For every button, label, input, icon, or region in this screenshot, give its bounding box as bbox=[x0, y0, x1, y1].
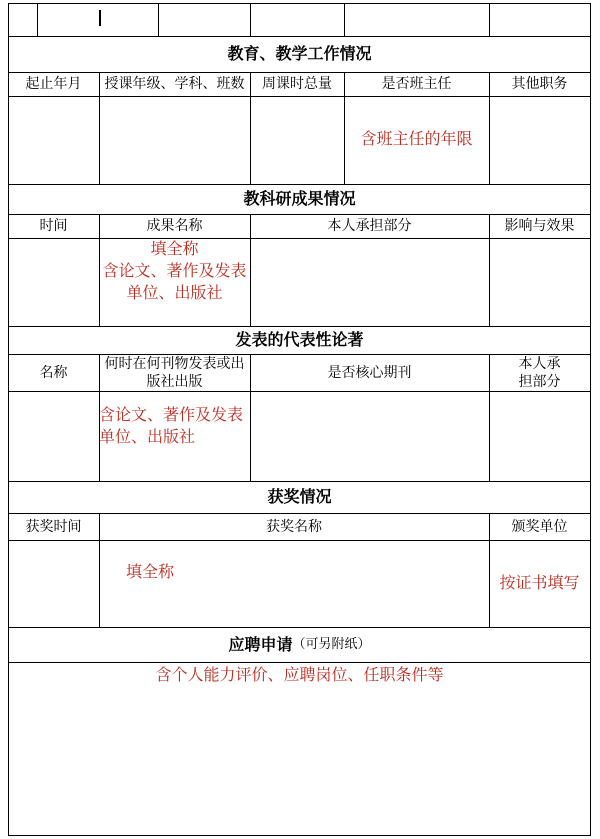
rule bbox=[8, 835, 591, 836]
application-note: 含个人能力评价、应聘岗位、任职条件等 bbox=[155, 665, 444, 684]
header-head-teacher: 是否班主任 bbox=[381, 76, 452, 92]
application-section-title bbox=[8, 627, 591, 662]
teaching-section-title: 教育、教学工作情况 bbox=[227, 44, 372, 63]
rule bbox=[8, 3, 591, 4]
rule bbox=[8, 3, 9, 836]
application-title: 应聘申请 bbox=[228, 634, 293, 654]
publication-note: 含论文、著作及发表 单位、出版社 bbox=[99, 405, 244, 446]
header-core-journal: 是否核心期刊 bbox=[327, 364, 412, 381]
research-section-title: 教科研成果情况 bbox=[243, 189, 356, 208]
header-when-where-published: 何时在何刊物发表或出版社出版 bbox=[104, 355, 245, 390]
header-achievement-name: 成果名称 bbox=[146, 218, 203, 234]
rule bbox=[8, 96, 591, 97]
header-own-part: 本人承担部分 bbox=[518, 355, 561, 390]
rule bbox=[344, 3, 345, 36]
header-name: 名称 bbox=[39, 364, 68, 381]
award-unit-note: 按证书填写 bbox=[499, 573, 580, 592]
publications-section-title: 发表的代表性论著 bbox=[235, 330, 364, 349]
header-time: 时间 bbox=[39, 218, 68, 234]
award-name-note: 填全称 bbox=[125, 562, 174, 581]
rule bbox=[250, 3, 251, 36]
header-award-unit: 颁奖单位 bbox=[511, 518, 568, 535]
head-teacher-note: 含班主任的年限 bbox=[360, 129, 473, 148]
header-award-time: 获奖时间 bbox=[25, 518, 82, 535]
application-title-note: （可另附纸） bbox=[292, 636, 371, 652]
rule bbox=[489, 3, 490, 36]
rule bbox=[8, 238, 591, 239]
rule bbox=[37, 3, 38, 36]
header-period: 起止年月 bbox=[25, 76, 82, 92]
rule bbox=[8, 540, 591, 541]
header-own-part: 本人承担部分 bbox=[327, 218, 412, 234]
rule bbox=[8, 391, 591, 392]
header-grade-subject-classes: 授课年级、学科、班数 bbox=[104, 76, 245, 92]
header-impact: 影响与效果 bbox=[504, 218, 575, 234]
header-other-positions: 其他职务 bbox=[511, 76, 568, 92]
rule bbox=[590, 3, 591, 836]
header-award-name: 获奖名称 bbox=[266, 518, 322, 535]
achievement-name-note: 填全称 含论文、著作及发表 单位、出版社 bbox=[102, 239, 247, 302]
header-weekly-hours: 周课时总量 bbox=[262, 76, 332, 92]
awards-section-title: 获奖情况 bbox=[267, 487, 332, 506]
text-cursor bbox=[99, 10, 101, 26]
rule bbox=[158, 3, 159, 36]
